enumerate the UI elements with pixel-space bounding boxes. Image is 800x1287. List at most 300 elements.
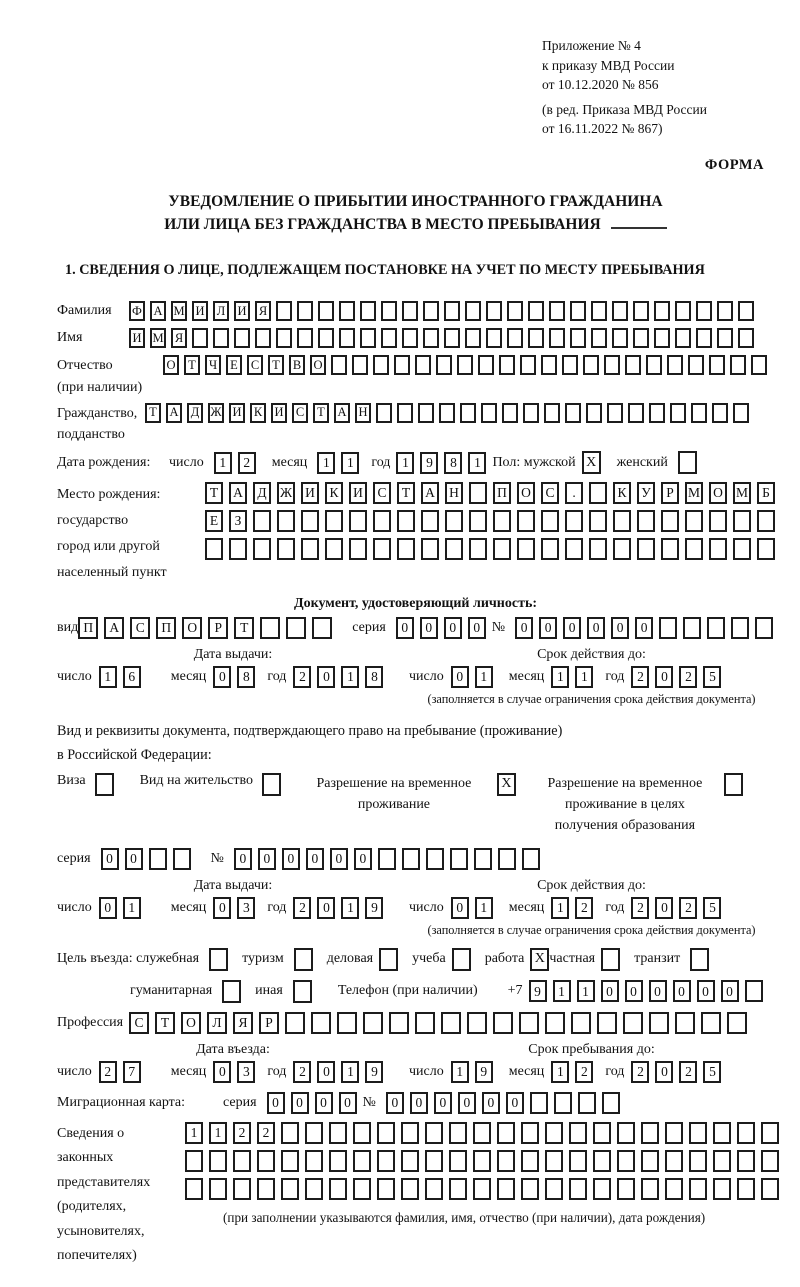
purpose-study-label: учеба [412,951,446,967]
doc-valid-until-block [409,647,774,707]
form-cell: Т [155,1012,175,1034]
title-blank-underline [611,215,667,229]
birth-year-label: год [371,454,391,470]
entry-date-block [57,1042,409,1083]
given-name-label: Имя [57,330,83,346]
form-cell [257,1178,275,1200]
form-cell: 0 [317,666,335,688]
form-cell [353,1178,371,1200]
form-cell [665,1122,683,1144]
doc-valid-year-cells [631,666,727,688]
permit-valid-until-header: Срок действия до: [537,877,646,893]
doc-type-label: вид [57,619,79,635]
form-cell: Т [184,355,200,375]
doc-issue-date-block [57,647,409,707]
form-cell [628,403,644,423]
doc-valid-day-cells [451,666,499,688]
form-cell: 2 [257,1122,275,1144]
form-cell: 2 [238,452,256,474]
form-cell [613,510,631,532]
form-cell [751,355,767,375]
residence-permit-options [57,773,774,836]
form-cell [360,328,376,348]
form-cell: У [637,482,655,504]
form-cell: С [373,482,391,504]
form-cell: 1 [99,666,117,688]
form-cell [661,538,679,560]
form-cell [276,328,292,348]
form-cell: Т [313,403,329,423]
form-cell: 8 [444,452,462,474]
form-cell [339,301,355,321]
form-cell [541,355,557,375]
form-cell: Ж [277,482,295,504]
form-cell [222,980,241,1003]
form-cell: 9 [420,452,438,474]
purpose-private-label: частная [549,951,596,967]
form-cell [436,355,452,375]
form-cell: 0 [515,617,533,639]
form-cell: Т [397,482,415,504]
form-cell [381,328,397,348]
form-cell: Ж [208,403,224,423]
form-cell [360,301,376,321]
form-cell [305,1150,323,1172]
form-cell [397,538,415,560]
form-cell [689,1122,707,1144]
doc-issue-date-header: Дата выдачи: [193,646,273,662]
phone-cells [529,980,769,1002]
stay-day-label: число [409,1063,444,1079]
form-cell: 0 [420,617,438,639]
stay-until-block [409,1042,774,1083]
permit-series-label: серия [57,850,91,866]
form-cell [707,617,725,639]
form-cell [401,1122,419,1144]
form-cell [445,510,463,532]
form-cell [649,1012,669,1034]
form-cell: 0 [213,1061,231,1083]
form-cell [465,301,481,321]
form-cell [301,538,319,560]
form-cell [377,1178,395,1200]
form-cell: Я [255,301,271,321]
form-cell [544,403,560,423]
identity-doc-dates [57,647,774,707]
appendix-block [542,36,774,176]
form-cell: 0 [655,897,673,919]
form-cell: 3 [237,1061,255,1083]
purpose-work-label: работа [484,951,525,967]
form-cell [305,1122,323,1144]
form-cell: П [156,617,176,639]
form-cell [755,617,773,639]
form-title-line2 [57,213,774,236]
form-cell [478,355,494,375]
representatives-label-line4: (родителях, [57,1199,127,1215]
form-cell [713,1122,731,1144]
form-cell: 1 [396,452,414,474]
form-cell [554,1092,572,1114]
form-cell [499,355,515,375]
migration-series-label: серия [223,1094,257,1110]
form-cell [423,301,439,321]
form-cell [597,1012,617,1034]
form-title [57,190,774,237]
form-cell [613,538,631,560]
form-cell [745,980,763,1002]
sex-male-checkbox [582,451,601,474]
form-cell [452,948,471,971]
form-cell [441,1012,461,1034]
form-cell: 0 [315,1092,333,1114]
phone-prefix: +7 [507,983,523,999]
form-cell [294,948,313,971]
doc-type-cells [78,617,338,639]
form-cell [297,328,313,348]
sex-female-checkbox [678,451,697,474]
form-cell [569,1178,587,1200]
form-cell [675,328,691,348]
form-cell [469,510,487,532]
stay-until-header: Срок пребывания до: [528,1041,655,1057]
form-cell: 1 [468,452,486,474]
citizenship-label-line2: подданство [57,427,125,443]
form-cell [523,403,539,423]
form-cell [586,403,602,423]
form-cell: С [130,617,150,639]
permit-number-cells [234,848,546,870]
form-cell: К [613,482,631,504]
form-cell [185,1150,203,1172]
form-cell: 2 [631,1061,649,1083]
form-cell [690,948,709,971]
birthplace-label-line3: город или другой [57,538,160,554]
form-cell [281,1178,299,1200]
form-cell: 0 [386,1092,404,1114]
permit-valid-day-cells [451,897,499,919]
form-cell [401,1178,419,1200]
form-cell [565,538,583,560]
form-cell: А [229,482,247,504]
form-cell [701,1012,721,1034]
form-cell: 0 [125,848,143,870]
form-cell: 0 [339,1092,357,1114]
form-cell: 1 [475,666,493,688]
permit-dates [57,878,774,938]
form-cell [473,1150,491,1172]
form-cell [641,1122,659,1144]
form-cell [612,328,628,348]
form-cell [528,328,544,348]
residence-doc-line1: Вид и реквизиты документа, подтверждающего право на пребывание (проживание) [57,722,563,739]
valid-day-label: число [409,668,444,684]
migration-card-label: Миграционная карта: [57,1094,186,1110]
form-cell: 0 [282,848,300,870]
form-cell [565,403,581,423]
form-cell: 0 [444,617,462,639]
form-label: ФОРМА [704,156,764,173]
profession-cells [129,1012,753,1034]
temp-residence-label: Разрешение на временное проживание [316,775,472,812]
appendix-line: к приказу МВД России [542,57,675,73]
form-cell [457,355,473,375]
form-cell: 0 [697,980,715,1002]
sex-male-label: Пол: мужской [492,454,576,470]
form-cell [569,1122,587,1144]
form-cell: 1 [551,1061,569,1083]
form-cell: 7 [123,1061,141,1083]
form-cell [601,948,620,971]
form-cell: С [129,1012,149,1034]
form-cell: 0 [434,1092,452,1114]
form-cell: 1 [575,666,593,688]
form-cell [449,1150,467,1172]
form-cell [276,301,292,321]
form-cell: 0 [601,980,619,1002]
form-cell: 0 [649,980,667,1002]
form-cell [209,1150,227,1172]
form-cell: 1 [123,897,141,919]
form-cell [277,510,295,532]
representatives-note: (при заполнении указываются фамилия, имя, отчество (при наличии), дата рождения) [223,1209,706,1225]
form-cell [373,355,389,375]
form-cell [738,301,754,321]
form-cell: Т [234,617,254,639]
birthplace-row1-cells [205,482,781,504]
form-cell: Н [445,482,463,504]
form-cell: О [517,482,535,504]
form-cell [493,538,511,560]
form-cell: 0 [213,897,231,919]
form-cell: 0 [317,1061,335,1083]
form-cell [733,510,751,532]
temp-residence-option [301,773,516,815]
form-cell [439,403,455,423]
stay-year-cells [631,1061,727,1083]
form-cell: 0 [611,617,629,639]
form-cell: И [129,328,145,348]
form-cell: 8 [237,666,255,688]
form-cell: Д [187,403,203,423]
form-cell [473,1178,491,1200]
citizenship-cells [145,403,754,423]
form-cell: 0 [258,848,276,870]
form-cell [253,510,271,532]
form-cell: . [565,482,583,504]
form-cell [570,301,586,321]
form-cell [502,403,518,423]
form-cell: 0 [306,848,324,870]
form-cell: 9 [365,1061,383,1083]
form-cell [444,301,460,321]
form-cell: О [163,355,179,375]
form-cell [757,538,775,560]
form-cell: В [289,355,305,375]
purpose-tourism-checkbox [294,948,313,971]
form-cell: 0 [506,1092,524,1114]
form-cell: 0 [267,1092,285,1114]
form-cell [675,1012,695,1034]
form-cell [761,1122,779,1144]
permit-issue-year-label: год [267,899,287,915]
purpose-official-checkbox [209,948,228,971]
doc-issue-month-cells [213,666,261,688]
form-cell [493,510,511,532]
form-cell [713,1178,731,1200]
temp-residence-edu-checkbox [724,773,743,796]
form-cell [352,355,368,375]
representatives-cell-rows [185,1122,785,1226]
form-cell [421,510,439,532]
form-cell [717,328,733,348]
form-cell: 1 [214,452,232,474]
purpose-humanitarian-checkbox [222,980,241,1003]
form-cell [301,510,319,532]
form-cell [528,301,544,321]
form-cell: 0 [458,1092,476,1114]
entry-year-cells [293,1061,389,1083]
issue-day-label: число [57,668,92,684]
form-cell: А [421,482,439,504]
form-cell [281,1150,299,1172]
form-cell [418,403,434,423]
form-cell [293,980,312,1003]
form-cell [678,451,697,474]
form-cell [696,328,712,348]
form-cell: X [582,451,601,474]
form-cell: 0 [451,666,469,688]
form-cell [339,328,355,348]
form-cell: 2 [575,897,593,919]
form-cell [717,301,733,321]
representatives-row1-cells [185,1122,785,1144]
form-cell [709,355,725,375]
identity-doc-header: Документ, удостоверяющий личность: [293,595,538,611]
form-cell [312,617,332,639]
permit-series-cells [101,848,197,870]
form-cell [311,1012,331,1034]
form-cell: 2 [293,1061,311,1083]
form-cell [373,538,391,560]
representatives-row2-cells [185,1150,785,1172]
form-cell [469,482,487,504]
form-cell [379,948,398,971]
form-cell [286,617,306,639]
form-cell: 2 [575,1061,593,1083]
form-cell [185,1178,203,1200]
form-cell [497,1122,515,1144]
form-cell: 6 [123,666,141,688]
form-cell [617,1122,635,1144]
form-cell: 0 [655,1061,673,1083]
form-cell [353,1122,371,1144]
entry-day-cells [99,1061,147,1083]
form-cell [733,538,751,560]
representatives-label-line6: попечителях) [57,1248,137,1264]
form-cell [378,848,396,870]
form-cell [591,328,607,348]
purpose-study-checkbox [452,948,471,971]
entry-month-label: месяц [170,1063,207,1079]
form-cell [397,510,415,532]
form-cell [329,1178,347,1200]
form-cell: Р [259,1012,279,1034]
form-cell [460,403,476,423]
form-cell: М [685,482,703,504]
form-cell: Ч [205,355,221,375]
form-cell [571,1012,591,1034]
form-cell [229,538,247,560]
form-cell [473,1122,491,1144]
form-cell [675,301,691,321]
representatives-label-line3: представителях [57,1174,151,1190]
form-cell: 2 [679,897,697,919]
form-cell: И [301,482,319,504]
form-cell [255,328,271,348]
form-cell: 9 [529,980,547,1002]
form-cell: К [325,482,343,504]
form-cell: 0 [291,1092,309,1114]
form-cell [709,510,727,532]
form-cell: 5 [703,666,721,688]
form-cell [497,1150,515,1172]
form-cell [467,1012,487,1034]
form-cell [445,538,463,560]
form-cell [474,848,492,870]
form-cell [297,301,313,321]
form-cell [285,1012,305,1034]
form-cell [633,328,649,348]
form-cell: С [541,482,559,504]
form-cell [685,538,703,560]
permit-valid-year-label: год [605,899,625,915]
form-cell [646,355,662,375]
birth-month-label: месяц [271,454,308,470]
entry-day-label: число [57,1063,92,1079]
form-cell [637,510,655,532]
given-name-cells [129,328,759,348]
form-cell: 0 [625,980,643,1002]
form-cell [578,1092,596,1114]
residence-permit-option [140,773,281,796]
form-cell: 0 [673,980,691,1002]
form-cell: 2 [631,666,649,688]
birthplace-label-line4: населенный пункт [57,564,167,580]
permit-number-sign: № [210,850,224,866]
form-cell [545,1178,563,1200]
form-cell: 0 [396,617,414,639]
form-cell [376,403,392,423]
form-cell: 0 [99,897,117,919]
form-cell [649,403,665,423]
form-cell: П [78,617,98,639]
form-cell: 2 [679,1061,697,1083]
form-cell [481,403,497,423]
form-cell: 1 [341,452,359,474]
form-cell [95,773,114,796]
form-cell: 1 [185,1122,203,1144]
form-cell: И [229,403,245,423]
form-cell [593,1150,611,1172]
purpose-official-label: Цель въезда: служебная [57,951,200,967]
form-cell: М [733,482,751,504]
form-cell [730,355,746,375]
patronymic-cells [163,355,772,375]
representatives-label-line1: Сведения о [57,1125,125,1141]
form-cell: 2 [631,897,649,919]
form-cell: С [292,403,308,423]
